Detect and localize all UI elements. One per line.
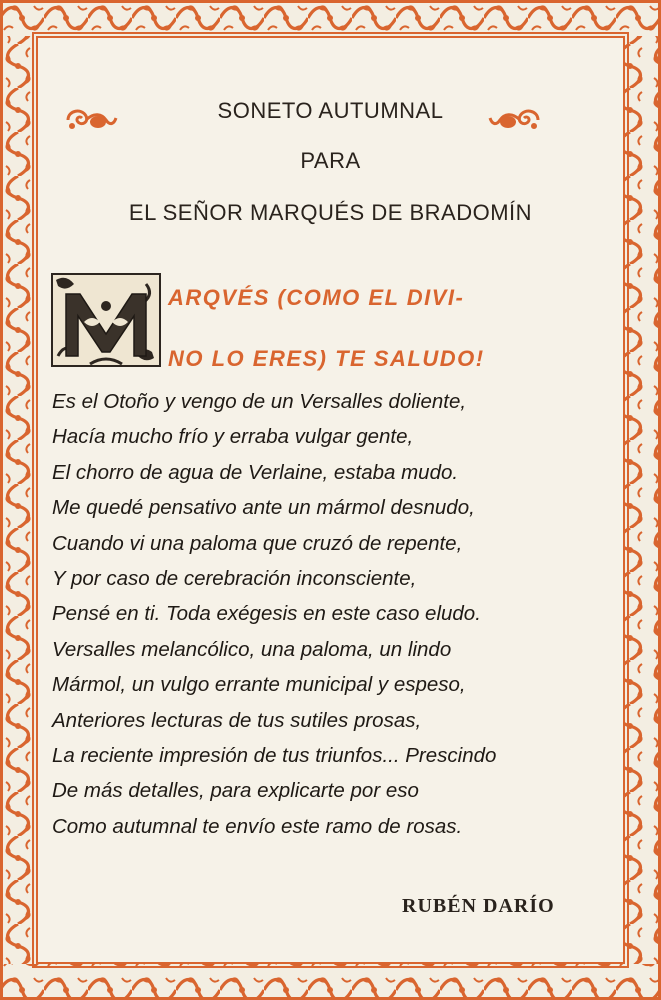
verse-line: Pensé en ti. Toda exégesis en este caso eludo. [52, 602, 481, 626]
opening-line-1: ARQVÉS (COMO EL DIVI- [168, 285, 465, 310]
verse-line: Hacía mucho frío y erraba vulgar gente, [52, 425, 414, 449]
title-line-2: PARA [300, 148, 361, 173]
illuminated-initial-icon [50, 272, 162, 368]
verse-line: Anteriores lecturas de tus sutiles prosas, [52, 708, 422, 732]
verse-line: Como autumnal te envío este ramo de rosas. [52, 814, 463, 838]
verse-line: El chorro de agua de Verlaine, estaba mudo. [52, 460, 459, 484]
poem-body [52, 384, 612, 844]
verse-line: Es el Otoño y vengo de un Versalles doliente, [52, 390, 467, 413]
verse-line: Cuando vi una paloma que cruzó de repente, [52, 531, 463, 555]
verse-line: Me quedé pensativo ante un mármol desnudo, [52, 496, 475, 520]
verse-line: Y por caso de cerebración inconsciente, [52, 567, 417, 591]
verse-line: Versalles melancólico, una paloma, un lindo [52, 637, 452, 661]
verse-line: De más detalles, para explicarte por eso [52, 779, 419, 803]
opening-line-2: NO LO ERES) TE SALUDO! [168, 346, 485, 371]
verse-line: Mármol, un vulgo errante municipal y espeso, [52, 673, 466, 697]
title-line-1: SONETO AUTUMNAL [217, 98, 444, 123]
title-line-3: EL SEÑOR MARQUÉS DE BRADOMÍN [128, 200, 533, 225]
author-signature: RUBÉN DARÍO [402, 895, 555, 917]
verse-line: La reciente impresión de tus triunfos... Prescindo [52, 744, 497, 768]
